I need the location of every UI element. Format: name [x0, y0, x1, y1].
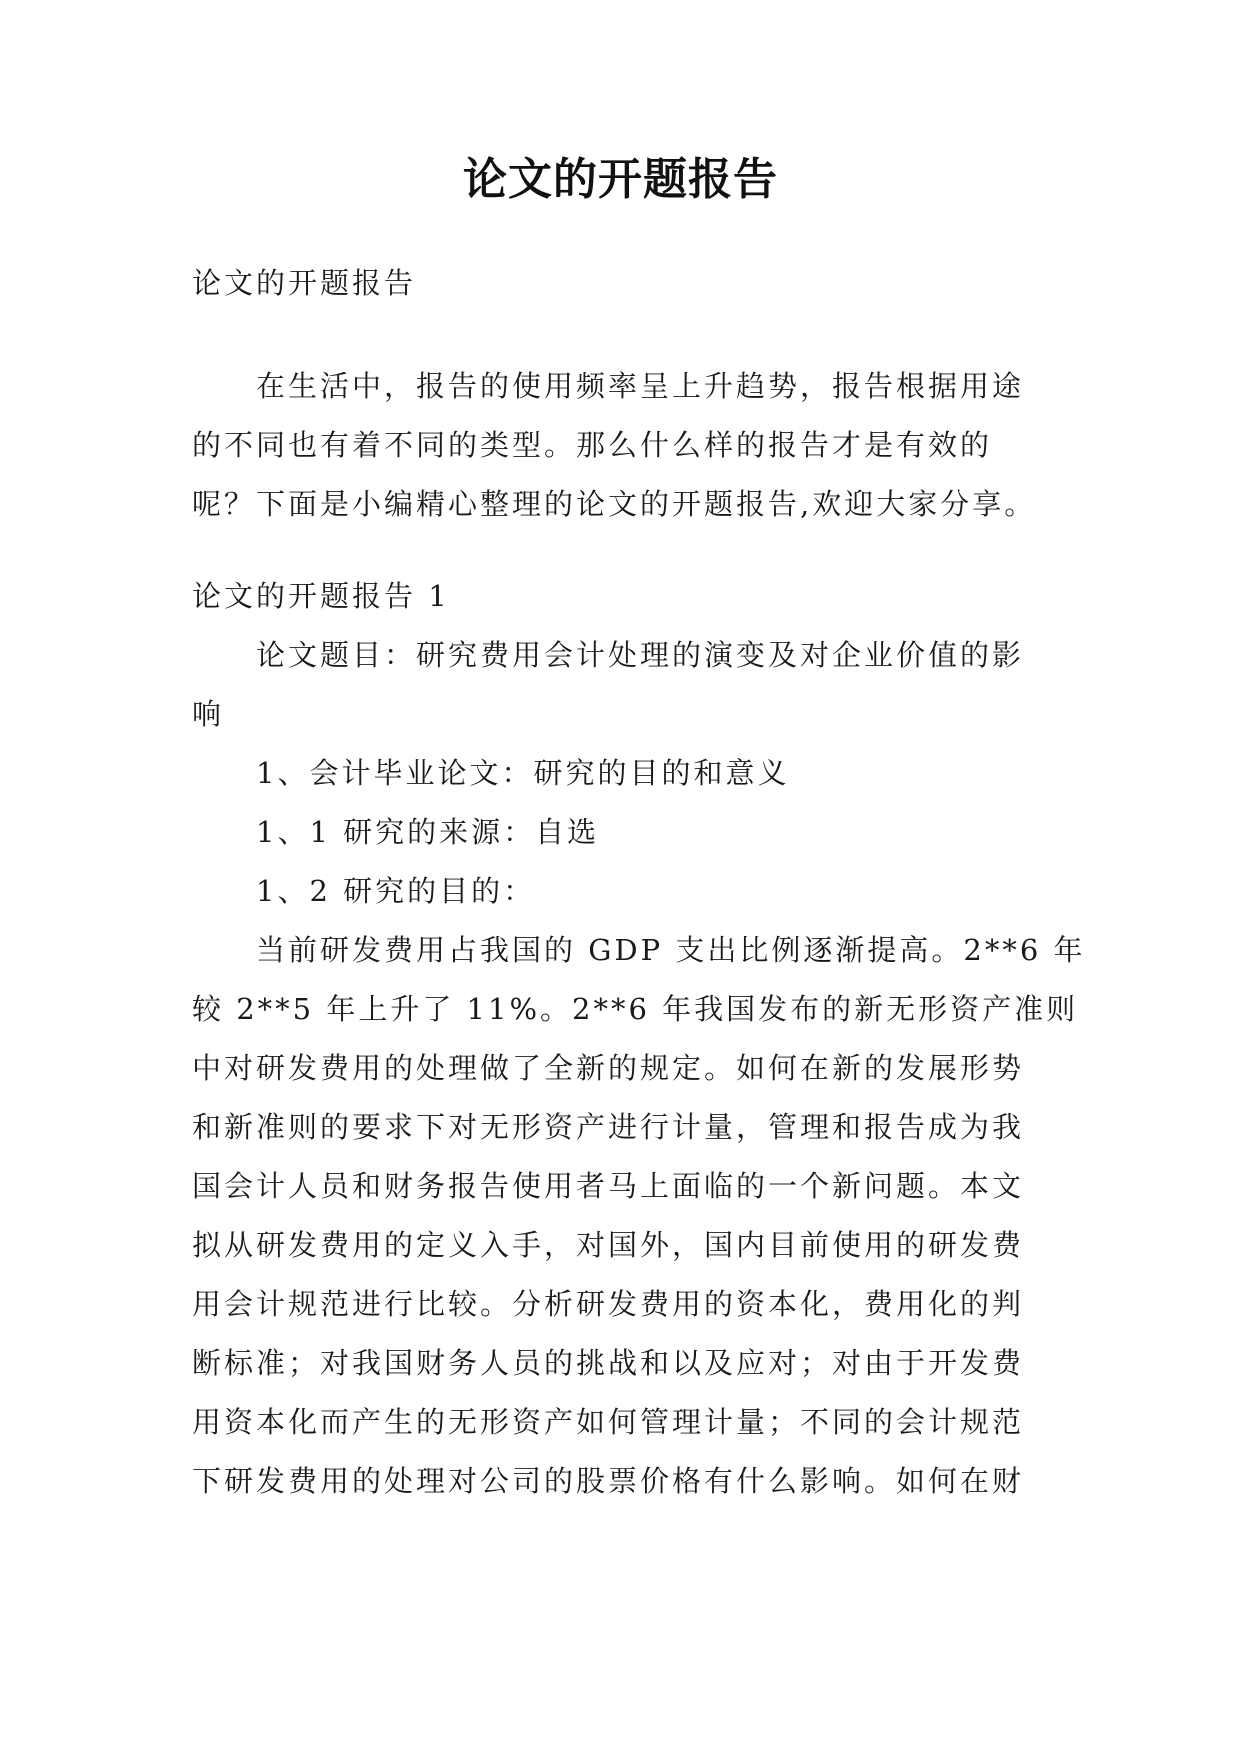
item-1-1: 1、1 研究的来源：自选: [256, 815, 600, 849]
body-line: 和新准则的要求下对无形资产进行计量，管理和报告成为我: [192, 1110, 1025, 1144]
body-line: 当前研发费用占我国的 GDP 支出比例逐渐提高。2**6 年: [256, 933, 1086, 967]
intro-line-3: 呢？下面是小编精心整理的论文的开题报告,欢迎大家分享。: [192, 487, 1037, 521]
body-line: 断标准；对我国财务人员的挑战和以及应对；对由于开发费: [192, 1346, 1025, 1380]
body-line: 较 2**5 年上升了 11%。2**6 年我国发布的新无形资产准则: [192, 992, 1079, 1026]
intro-line-1: 在生活中，报告的使用频率呈上升趋势，报告根据用途: [256, 369, 1025, 403]
section-1-heading: 论文的开题报告 1: [192, 579, 450, 613]
intro-paragraph: [192, 357, 1052, 534]
document-title: 论文的开题报告: [463, 154, 778, 205]
body-line: 中对研发费用的处理做了全新的规定。如何在新的发展形势: [192, 1051, 1025, 1085]
document-subtitle-block: [192, 254, 1052, 313]
intro-line-2: 的不同也有着不同的类型。那么什么样的报告才是有效的: [192, 428, 993, 462]
section-1: [192, 567, 1086, 1511]
document-subtitle: 论文的开题报告: [192, 266, 417, 300]
item-1: 1、会计毕业论文：研究的目的和意义: [256, 756, 790, 790]
item-1-2: 1、2 研究的目的：: [256, 874, 536, 908]
thesis-topic-line-1: 论文题目：研究费用会计处理的演变及对企业价值的影: [256, 638, 1025, 672]
body-line: 拟从研发费用的定义入手，对国外，国内目前使用的研发费: [192, 1228, 1025, 1262]
body-line: 下研发费用的处理对公司的股票价格有什么影响。如何在财: [192, 1464, 1025, 1498]
body-line: 用会计规范进行比较。分析研发费用的资本化，费用化的判: [192, 1287, 1025, 1321]
body-line: 国会计人员和财务报告使用者马上面临的一个新问题。本文: [192, 1169, 1025, 1203]
body-line: 用资本化而产生的无形资产如何管理计量；不同的会计规范: [192, 1405, 1025, 1439]
thesis-topic-line-2: 响: [192, 697, 225, 731]
